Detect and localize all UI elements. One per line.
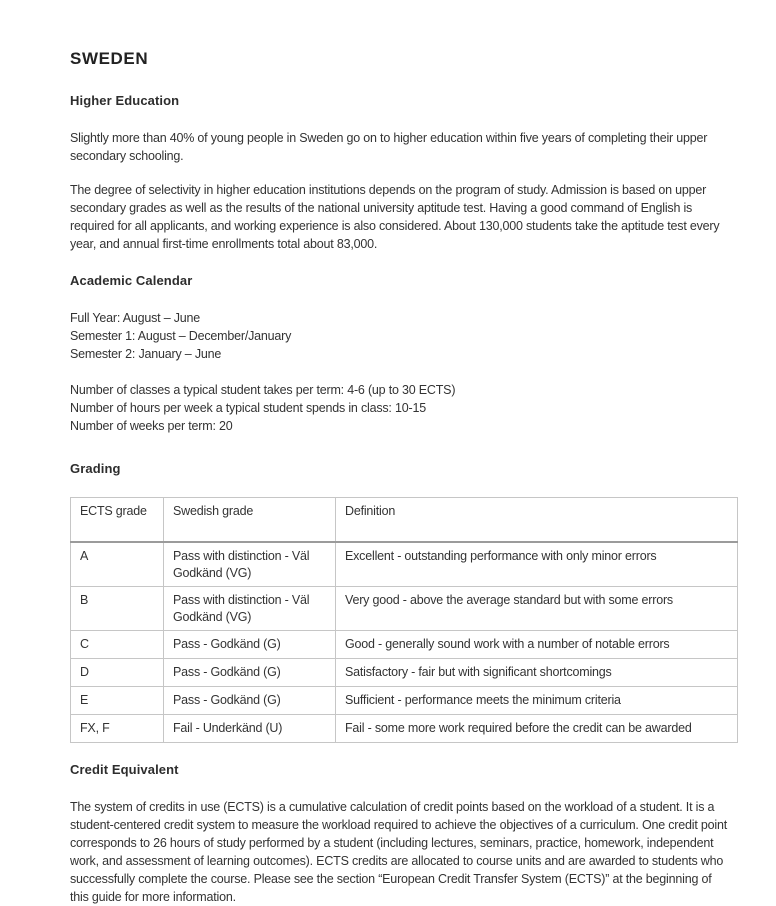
stat-line-hours: Number of hours per week a typical student spends in class: 10-15 (70, 401, 426, 415)
cell-ects-grade: C (71, 631, 164, 659)
heading-grading: Grading (70, 461, 121, 476)
cell-definition: Satisfactory - fair but with significant shortcomings (336, 659, 738, 687)
paragraph-selectivity: The degree of selectivity in higher education institutions depends on the program of study. Admission is based on upper secondary grades as well as the results of the national university aptitude test. Having a good command of English is required for all applicants, and working experience is also considered. About 130,000 students take the aptitude test every year, and annual first-time enrollments total about 83,000. (70, 183, 720, 251)
section-grading (70, 461, 734, 743)
grading-table (70, 497, 738, 743)
cell-definition: Very good - above the average standard but with some errors (336, 587, 738, 631)
cell-swedish-grade: Pass with distinction - Väl Godkänd (VG) (164, 542, 336, 587)
term-dates-list (70, 309, 734, 363)
cell-swedish-grade: Fail - Underkänd (U) (164, 715, 336, 743)
table-row-grade-a (71, 542, 738, 587)
term-line-semester-1: Semester 1: August – December/January (70, 329, 292, 343)
cell-ects-grade: E (71, 687, 164, 715)
cell-swedish-grade: Pass with distinction - Väl Godkänd (VG) (164, 587, 336, 631)
section-higher-education (70, 93, 734, 253)
table-row-grade-b (71, 587, 738, 631)
cell-definition: Good - generally sound work with a number of notable errors (336, 631, 738, 659)
table-row-grade-d (71, 659, 738, 687)
paragraph-credit-system: The system of credits in use (ECTS) is a cumulative calculation of credit points based on the workload of a student. It is a student-centered credit system to measure the workload required to achieve the objectives of a curriculum. One credit point corresponds to 26 hours of study performed by a student (including lectures, seminars, practice, homework, independent work, and assessment of learning outcomes). ECTS credits are allocated to course units and are awarded to students who successfully complete the course. Please see the section “European Credit Transfer System (ECTS)” at the beginning of this guide for more information. (70, 800, 727, 904)
cell-definition: Fail - some more work required before the credit can be awarded (336, 715, 738, 743)
paragraph-enrollment: Slightly more than 40% of young people in Sweden go on to higher education within five years of completing their upper secondary schooling. (70, 131, 708, 163)
term-line-semester-2: Semester 2: January – June (70, 347, 222, 361)
section-academic-calendar (70, 273, 734, 435)
table-header-row (71, 498, 738, 543)
column-header-ects-grade: ECTS grade (71, 498, 164, 543)
cell-definition: Sufficient - performance meets the minimum criteria (336, 687, 738, 715)
cell-swedish-grade: Pass - Godkänd (G) (164, 631, 336, 659)
heading-academic-calendar: Academic Calendar (70, 273, 193, 288)
heading-higher-education: Higher Education (70, 93, 180, 108)
cell-ects-grade: D (71, 659, 164, 687)
cell-swedish-grade: Pass - Godkänd (G) (164, 687, 336, 715)
term-line-full-year: Full Year: August – June (70, 311, 201, 325)
cell-ects-grade: A (71, 542, 164, 587)
column-header-swedish-grade: Swedish grade (164, 498, 336, 543)
stat-line-classes: Number of classes a typical student takes per term: 4-6 (up to 30 ECTS) (70, 383, 456, 397)
table-row-grade-c (71, 631, 738, 659)
table-row-grade-e (71, 687, 738, 715)
column-header-definition: Definition (336, 498, 738, 543)
heading-credit-equivalent: Credit Equivalent (70, 762, 179, 777)
cell-definition: Excellent - outstanding performance with only minor errors (336, 542, 738, 587)
stat-line-weeks: Number of weeks per term: 20 (70, 419, 233, 433)
term-stats-list (70, 381, 734, 435)
section-credit-equivalent (70, 762, 734, 906)
page-title: SWEDEN (70, 49, 149, 68)
cell-ects-grade: B (71, 587, 164, 631)
cell-ects-grade: FX, F (71, 715, 164, 743)
table-row-grade-fx-f (71, 715, 738, 743)
cell-swedish-grade: Pass - Godkänd (G) (164, 659, 336, 687)
